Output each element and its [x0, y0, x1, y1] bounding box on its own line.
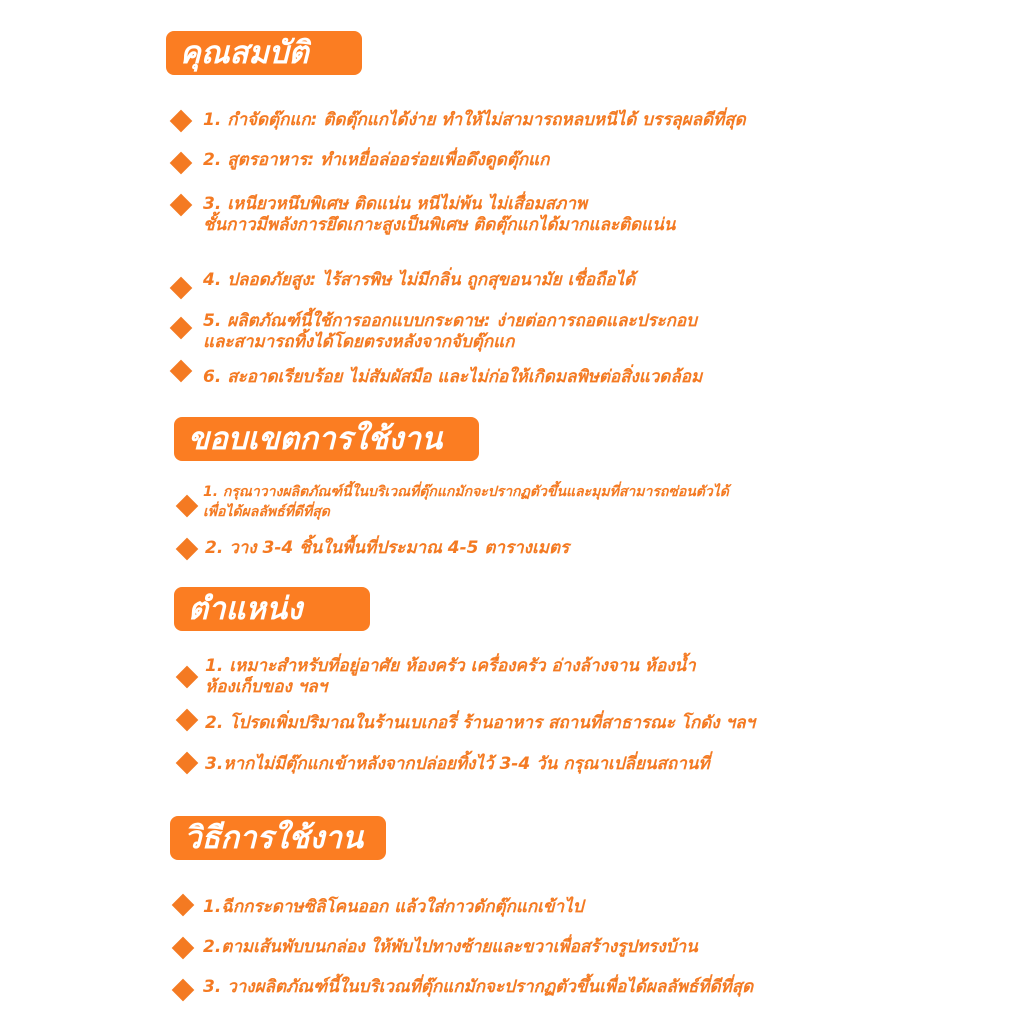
list-item: 3. วางผลิตภัณฑ์นี้ในบริเวณที่ตุ๊กแกมักจะปรากฏตัวขึ้นเพื่อได้ผลลัพธ์ที่ดีที่สุด: [203, 977, 754, 997]
diamond-icon: [170, 194, 193, 217]
diamond-icon: [176, 538, 199, 561]
diamond-icon: [176, 495, 199, 518]
section-heading-scope: ขอบเขตการใช้งาน: [174, 417, 479, 461]
list-item: 4. ปลอดภัยสูง: ไร้สารพิษ ไม่มีกลิ่น ถูกสุขอนามัย เชื่อถือได้: [203, 270, 636, 290]
list-item: 5. ผลิตภัณฑ์นี้ใช้การออกแบบกระดาษ: ง่ายต่อการถอดและประกอบ และสามารถทิ้งได้โดยตรงหลังจากจับตุ๊กแก: [203, 311, 697, 352]
list-item: 1. เหมาะสำหรับที่อยู่อาศัย ห้องครัว เครื่องครัว อ่างล้างจาน ห้องน้ำ ห้องเก็บของ ฯลฯ: [205, 656, 696, 697]
diamond-icon: [176, 666, 199, 689]
diamond-icon: [172, 894, 195, 917]
diamond-icon: [176, 709, 199, 732]
list-item: 6. สะอาดเรียบร้อย ไม่สัมผัสมือ และไม่ก่อให้เกิดมลพิษต่อสิ่งแวดล้อม: [203, 367, 703, 387]
list-item: 2. สูตรอาหาร: ทำเหยื่อล่ออร่อยเพื่อดึงดูดตุ๊กแก: [203, 150, 550, 170]
diamond-icon: [170, 317, 193, 340]
list-item: 1. กำจัดตุ๊กแก: ติดตุ๊กแกได้ง่าย ทำให้ไม่สามารถหลบหนีได้ บรรลุผลดีที่สุด: [203, 110, 746, 130]
diamond-icon: [176, 752, 199, 775]
list-item: 3. เหนียวหนึบพิเศษ ติดแน่น หนีไม่พ้น ไม่เสื่อมสภาพ ชั้นกาวมีพลังการยึดเกาะสูงเป็นพิเศษ ติดตุ๊กแกได้มากและติดแน่น: [203, 194, 676, 235]
list-item: 2. โปรดเพิ่มปริมาณในร้านเบเกอรี่ ร้านอาหาร สถานที่สาธารณะ โกดัง ฯลฯ: [205, 713, 756, 733]
list-item: 3.หากไม่มีตุ๊กแกเข้าหลังจากปล่อยทิ้งไว้ 3-4 วัน กรุณาเปลี่ยนสถานที่: [205, 754, 710, 774]
list-item: 1.ฉีกกระดาษซิลิโคนออก แล้วใส่กาวดักตุ๊กแกเข้าไป: [203, 897, 584, 917]
list-item: 2. วาง 3-4 ชิ้นในพื้นที่ประมาณ 4-5 ตารางเมตร: [205, 538, 570, 558]
diamond-icon: [170, 152, 193, 175]
list-item: 2.ตามเส้นพับบนกล่อง ให้พับไปทางซ้ายและขวาเพื่อสร้างรูปทรงบ้าน: [203, 937, 698, 957]
diamond-icon: [170, 110, 193, 133]
section-heading-features: คุณสมบัติ: [166, 31, 362, 75]
diamond-icon: [170, 277, 193, 300]
section-heading-location: ตำแหน่ง: [174, 587, 370, 631]
diamond-icon: [172, 937, 195, 960]
diamond-icon: [172, 979, 195, 1002]
section-heading-usage: วิธีการใช้งาน: [170, 816, 386, 860]
list-item: 1. กรุณาวางผลิตภัณฑ์นี้ในบริเวณที่ตุ๊กแกมักจะปรากฏตัวขึ้นและมุมที่สามารถซ่อนตัวได้ เพื่อได้ผลลัพธ์ที่ดีที่สุด: [203, 484, 729, 520]
diamond-icon: [170, 360, 193, 383]
